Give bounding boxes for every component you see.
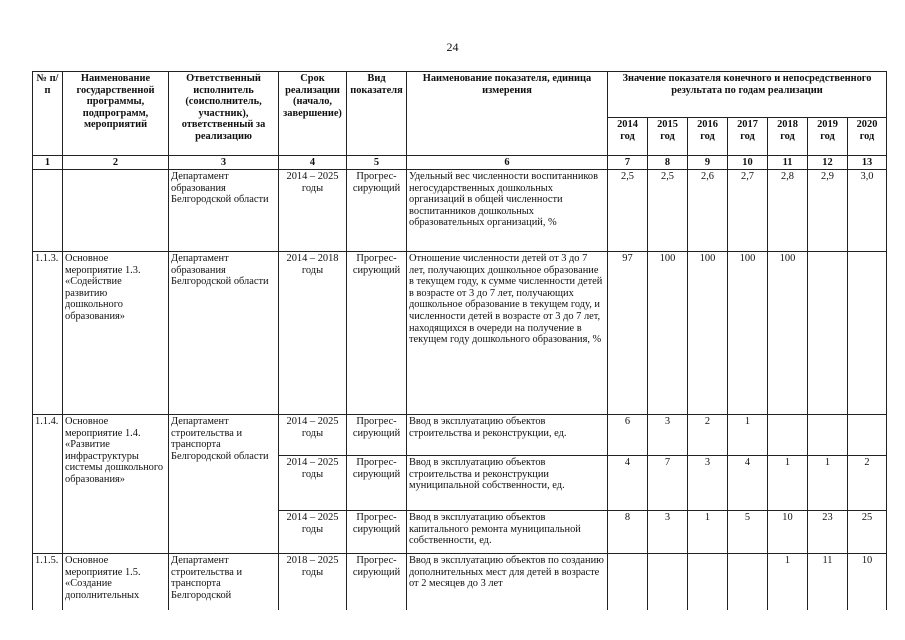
cell-value: 100 (688, 252, 728, 415)
cell-value: 3 (648, 511, 688, 554)
cell-kind: Прогрес-сирующий (347, 252, 407, 415)
column-number: 11 (768, 156, 808, 170)
cell-value: 100 (728, 252, 768, 415)
cell-name: Основное мероприятие 1.4. «Развитие инфраструктуры системы дошкольного образования» (63, 415, 169, 554)
cell-name: Основное мероприятие 1.3. «Содействие развитию дошкольного образования» (63, 252, 169, 415)
column-number: 9 (688, 156, 728, 170)
cell-value: 1 (688, 511, 728, 554)
column-number: 10 (728, 156, 768, 170)
cell-value: 1 (808, 456, 848, 511)
header-year: 2016 год (688, 118, 728, 156)
cell-kind: Прогрес-сирующий (347, 554, 407, 610)
cell-value: 3,0 (848, 170, 887, 252)
cell-value (848, 252, 887, 415)
header-col-name: Наименование государственной программы, подпрограмм, мероприятий (63, 72, 169, 156)
table-row (33, 170, 887, 252)
header-year: 2014 год (608, 118, 648, 156)
cell-value (728, 554, 768, 610)
indicators-table (32, 71, 887, 610)
column-number: 8 (648, 156, 688, 170)
header-year: 2017 год (728, 118, 768, 156)
cell-indicator: Удельный вес численности воспитанников негосударственных дошкольных организаций в общей численности воспитанников дошкольных образовательных организаций, % (407, 170, 608, 252)
cell-value (808, 252, 848, 415)
cell-value: 2,5 (608, 170, 648, 252)
cell-value: 10 (848, 554, 887, 610)
cell-value: 23 (808, 511, 848, 554)
column-number: 3 (169, 156, 279, 170)
cell-term: 2018 – 2025 годы (279, 554, 347, 610)
table-row (33, 252, 887, 415)
cell-indicator: Ввод в эксплуатацию объектов строительства и реконструкции муниципальной собственности, ед. (407, 456, 608, 511)
header-year: 2015 год (648, 118, 688, 156)
table-row (33, 554, 887, 610)
cell-value: 5 (728, 511, 768, 554)
cell-value: 100 (648, 252, 688, 415)
header-year: 2019 год (808, 118, 848, 156)
column-number: 6 (407, 156, 608, 170)
cell-value: 11 (808, 554, 848, 610)
cell-value: 2,6 (688, 170, 728, 252)
cell-responsible: Департамент образования Белгородской области (169, 170, 279, 252)
cell-value: 2,5 (648, 170, 688, 252)
header-col-term: Срок реализации (начало, завершение) (279, 72, 347, 156)
cell-name: Основное мероприятие 1.5. «Создание дополнительных (63, 554, 169, 610)
header-year: 2020 год (848, 118, 887, 156)
column-number: 12 (808, 156, 848, 170)
cell-value (768, 415, 808, 456)
cell-responsible: Департамент образования Белгородской области (169, 252, 279, 415)
cell-kind: Прогрес-сирующий (347, 511, 407, 554)
cell-value: 10 (768, 511, 808, 554)
cell-value: 8 (608, 511, 648, 554)
cell-value: 2 (848, 456, 887, 511)
header-col-kind: Вид показателя (347, 72, 407, 156)
cell-value (608, 554, 648, 610)
column-number: 1 (33, 156, 63, 170)
column-number: 2 (63, 156, 169, 170)
cell-value (808, 415, 848, 456)
cell-value: 2 (688, 415, 728, 456)
cell-no: 1.1.4. (33, 415, 63, 554)
cell-no (33, 170, 63, 252)
cell-indicator: Отношение численности детей от 3 до 7 лет, получающих дошкольное образование в текущем году, к сумме численности детей в возрасте от 3 до 7 лет, получающих дошкольное образование в текущем году, и численности детей в возрасте от 3 до 7 лет, находящихся в очереди на получение в текущем году дошкольного образования, % (407, 252, 608, 415)
cell-kind: Прогрес-сирующий (347, 170, 407, 252)
table-row (33, 415, 887, 456)
table-header (33, 72, 887, 170)
page-number: 24 (446, 40, 459, 54)
cell-value: 3 (688, 456, 728, 511)
cell-value (688, 554, 728, 610)
cell-kind: Прогрес-сирующий (347, 456, 407, 511)
column-number: 13 (848, 156, 887, 170)
cell-term: 2014 – 2025 годы (279, 415, 347, 456)
cell-value (848, 415, 887, 456)
header-col-no: № п/п (33, 72, 63, 156)
column-number: 5 (347, 156, 407, 170)
cell-term: 2014 – 2025 годы (279, 511, 347, 554)
cell-value: 97 (608, 252, 648, 415)
column-number: 7 (608, 156, 648, 170)
header-col-values: Значение показателя конечного и непосредственного результата по годам реализации (608, 72, 887, 118)
cell-value: 1 (728, 415, 768, 456)
cell-value: 6 (608, 415, 648, 456)
cell-value: 2,8 (768, 170, 808, 252)
cell-responsible: Департамент строительства и транспорта Белгородской (169, 554, 279, 610)
cell-value: 2,9 (808, 170, 848, 252)
cell-indicator: Ввод в эксплуатацию объектов капитального ремонта муниципальной собственности, ед. (407, 511, 608, 554)
cell-term: 2014 – 2018 годы (279, 252, 347, 415)
header-year: 2018 год (768, 118, 808, 156)
cell-term: 2014 – 2025 годы (279, 170, 347, 252)
cell-value: 2,7 (728, 170, 768, 252)
cell-value: 1 (768, 456, 808, 511)
cell-value: 100 (768, 252, 808, 415)
cell-indicator: Ввод в эксплуатацию объектов по созданию дополнительных мест для детей в возрасте от 2 месяцев до 3 лет (407, 554, 608, 610)
column-number: 4 (279, 156, 347, 170)
cell-indicator: Ввод в эксплуатацию объектов строительства и реконструкции, ед. (407, 415, 608, 456)
header-col-indicator: Наименование показателя, единица измерения (407, 72, 608, 156)
cell-term: 2014 – 2025 годы (279, 456, 347, 511)
cell-value: 1 (768, 554, 808, 610)
cell-value: 7 (648, 456, 688, 511)
cell-name (63, 170, 169, 252)
cell-no: 1.1.5. (33, 554, 63, 610)
cell-value: 4 (728, 456, 768, 511)
cell-value (648, 554, 688, 610)
cell-responsible: Департамент строительства и транспорта Белгородской области (169, 415, 279, 554)
cell-kind: Прогрес-сирующий (347, 415, 407, 456)
column-numbers-row (33, 156, 887, 170)
cell-value: 25 (848, 511, 887, 554)
cell-no: 1.1.3. (33, 252, 63, 415)
cell-value: 3 (648, 415, 688, 456)
header-col-responsible: Ответственный исполнитель (соисполнитель, участник), ответственный за реализацию (169, 72, 279, 156)
cell-value: 4 (608, 456, 648, 511)
